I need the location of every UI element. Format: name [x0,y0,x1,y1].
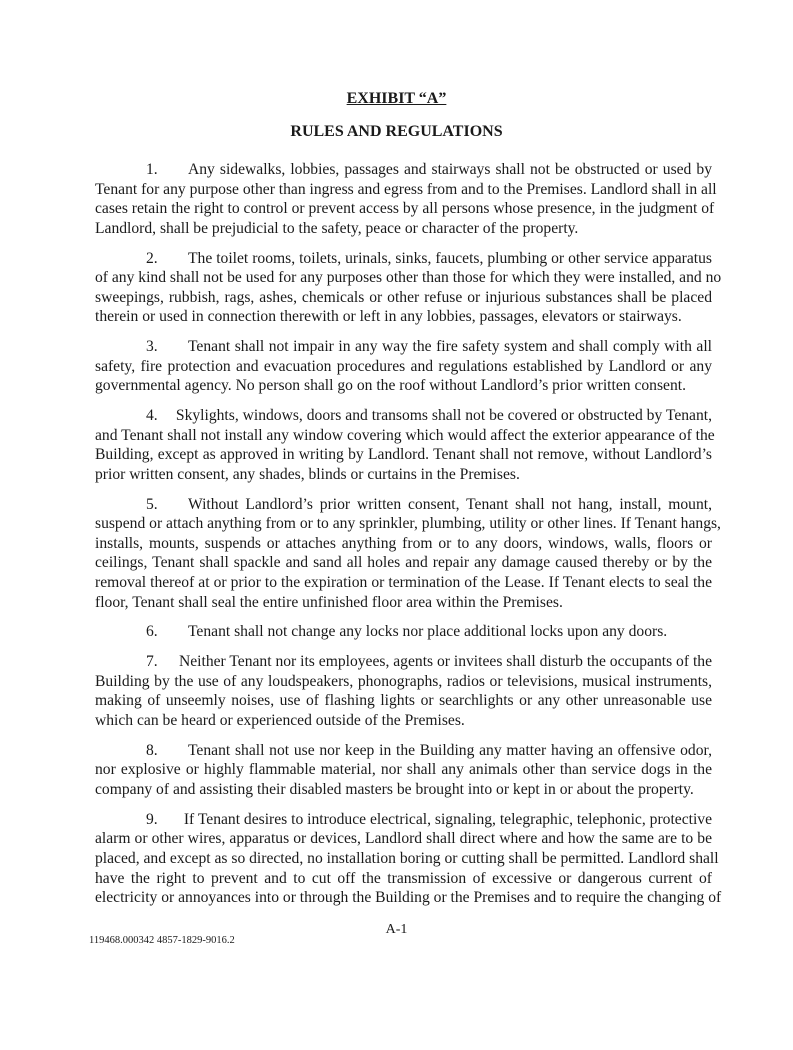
rule-number: 6. [146,623,158,641]
paragraph-line [95,810,712,830]
paragraph-line: making of unseemly noises, use of flashing lights or searchlights or any other unreasonable use [95,692,712,710]
paragraph-line-text: Tenant shall not impair in any way the fire safety system and shall comply with all [188,338,712,356]
rule-number: 1. [146,161,158,178]
paragraph-line-text: Without Landlord’s prior written consent, Tenant shall not hang, install, mount, [188,495,712,513]
paragraph-line: company of and assisting their disabled masters be brought into or kept in or about the property. [95,780,694,798]
paragraph-line [95,337,712,357]
paragraph-line-text: Any sidewalks, lobbies, passages and stairways shall not be obstructed or used by [188,161,712,178]
paragraph-line [95,495,712,515]
rule-number: 8. [146,741,158,759]
paragraph-line-text: The toilet rooms, toilets, urinals, sinks, faucets, plumbing or other service apparatus [188,249,712,267]
exhibit-heading-text: EXHIBIT “A” [346,90,447,107]
paragraph-line [95,406,712,426]
paragraph-line: Landlord, shall be prejudicial to the safety, peace or character of the property. [95,219,579,237]
exhibit-heading [0,90,793,108]
paragraph-line: of any kind shall not be used for any purposes other than those for which they were installed, and no [95,269,722,287]
rule-number: 4. [146,407,158,425]
paragraph-line: and Tenant shall not install any window covering which would affect the exterior appearance of the [95,426,715,444]
paragraph-line [95,622,712,642]
paragraph-line-text: Skylights, windows, doors and transoms shall not be covered or obstructed by Tenant, [175,407,712,425]
paragraph-line [95,160,712,180]
rule-paragraph-5 [95,495,721,613]
paragraph-line: governmental agency. No person shall go on the roof without Landlord’s prior written consent. [95,377,686,395]
rule-number: 2. [146,249,158,267]
paragraph-line: placed, and except as so directed, no installation boring or cutting shall be permitted. Landlord shall [95,849,719,867]
paragraph-line: safety, fire protection and evacuation procedures and regulations established by Landlord or any [95,357,712,375]
paragraph-line: cases retain the right to control or prevent access by all persons whose presence, in the judgment of [95,200,715,218]
rule-paragraph-1 [95,160,717,238]
paragraph-line: which can be heard or experienced outside of the Premises. [95,711,465,729]
paragraph-line: Building by the use of any loudspeakers, phonographs, radios or televisions, musical instruments, [95,672,712,690]
paragraph-line [95,249,712,269]
paragraph-line: removal thereof at or prior to the expiration or termination of the Lease. If Tenant elects to seal the [95,574,712,592]
paragraph-line: therein or used in connection therewith or left in any lobbies, passages, elevators or stairways. [95,308,682,326]
rule-paragraph-2 [95,249,722,327]
paragraph-line-text: Tenant shall not change any locks nor place additional locks upon any doors. [188,623,668,641]
paragraph-line [95,652,712,672]
paragraph-line: ceilings, Tenant shall spackle and sand all holes and repair any damage caused thereby or by the [95,554,712,572]
rule-paragraph-8 [95,741,712,800]
paragraph-line: Building, except as approved in writing by Landlord. Tenant shall not remove, without Landlord’s [95,446,712,464]
paragraph-line: suspend or attach anything from or to any sprinkler, plumbing, utility or other lines. If Tenant hangs, [95,515,721,533]
paragraph-line: floor, Tenant shall seal the entire unfinished floor area within the Premises. [95,593,563,611]
paragraph-line: nor explosive or highly flammable material, nor shall any animals other than service dogs in the [95,761,712,779]
rule-number: 3. [146,338,158,356]
paragraph-line [95,741,712,761]
paragraph-line: prior written consent, any shades, blinds or curtains in the Premises. [95,465,520,483]
rule-number: 7. [146,653,158,671]
paragraph-line: alarm or other wires, apparatus or devices, Landlord shall direct where and how the same are to be [95,830,712,848]
paragraph-line-text: Neither Tenant nor its employees, agents or invitees shall disturb the occupants of the [178,653,712,671]
page-number: A-1 [385,922,408,937]
document-body [95,160,722,918]
paragraph-line: have the right to prevent and to cut off the transmission of excessive or dangerous current of [95,869,712,887]
document-title: RULES AND REGULATIONS [290,123,503,140]
paragraph-line: sweepings, rubbish, rags, ashes, chemicals or other refuse or injurious substances shall be placed [95,288,712,306]
paragraph-line: installs, mounts, suspends or attaches anything from or to any doors, windows, walls, floors or [95,534,712,552]
rule-number: 5. [146,495,158,513]
paragraph-line-text: If Tenant desires to introduce electrical, signaling, telegraphic, telephonic, protective [183,810,712,828]
paragraph-line: Tenant for any purpose other than ingress and egress from and to the Premises. Landlord shall in all [95,180,717,198]
rule-number: 9. [146,810,158,828]
rule-paragraph-7 [95,652,712,730]
rule-paragraph-6 [95,622,712,642]
paragraph-line: electricity or annoyances into or through the Building or the Premises and to require the changing of [95,889,722,907]
document-id: 119468.000342 4857-1829-9016.2 [89,935,235,946]
rule-paragraph-9 [95,810,722,908]
rule-paragraph-3 [95,337,712,396]
paragraph-line-text: Tenant shall not use nor keep in the Building any matter having an offensive odor, [188,741,712,759]
rule-paragraph-4 [95,406,715,484]
